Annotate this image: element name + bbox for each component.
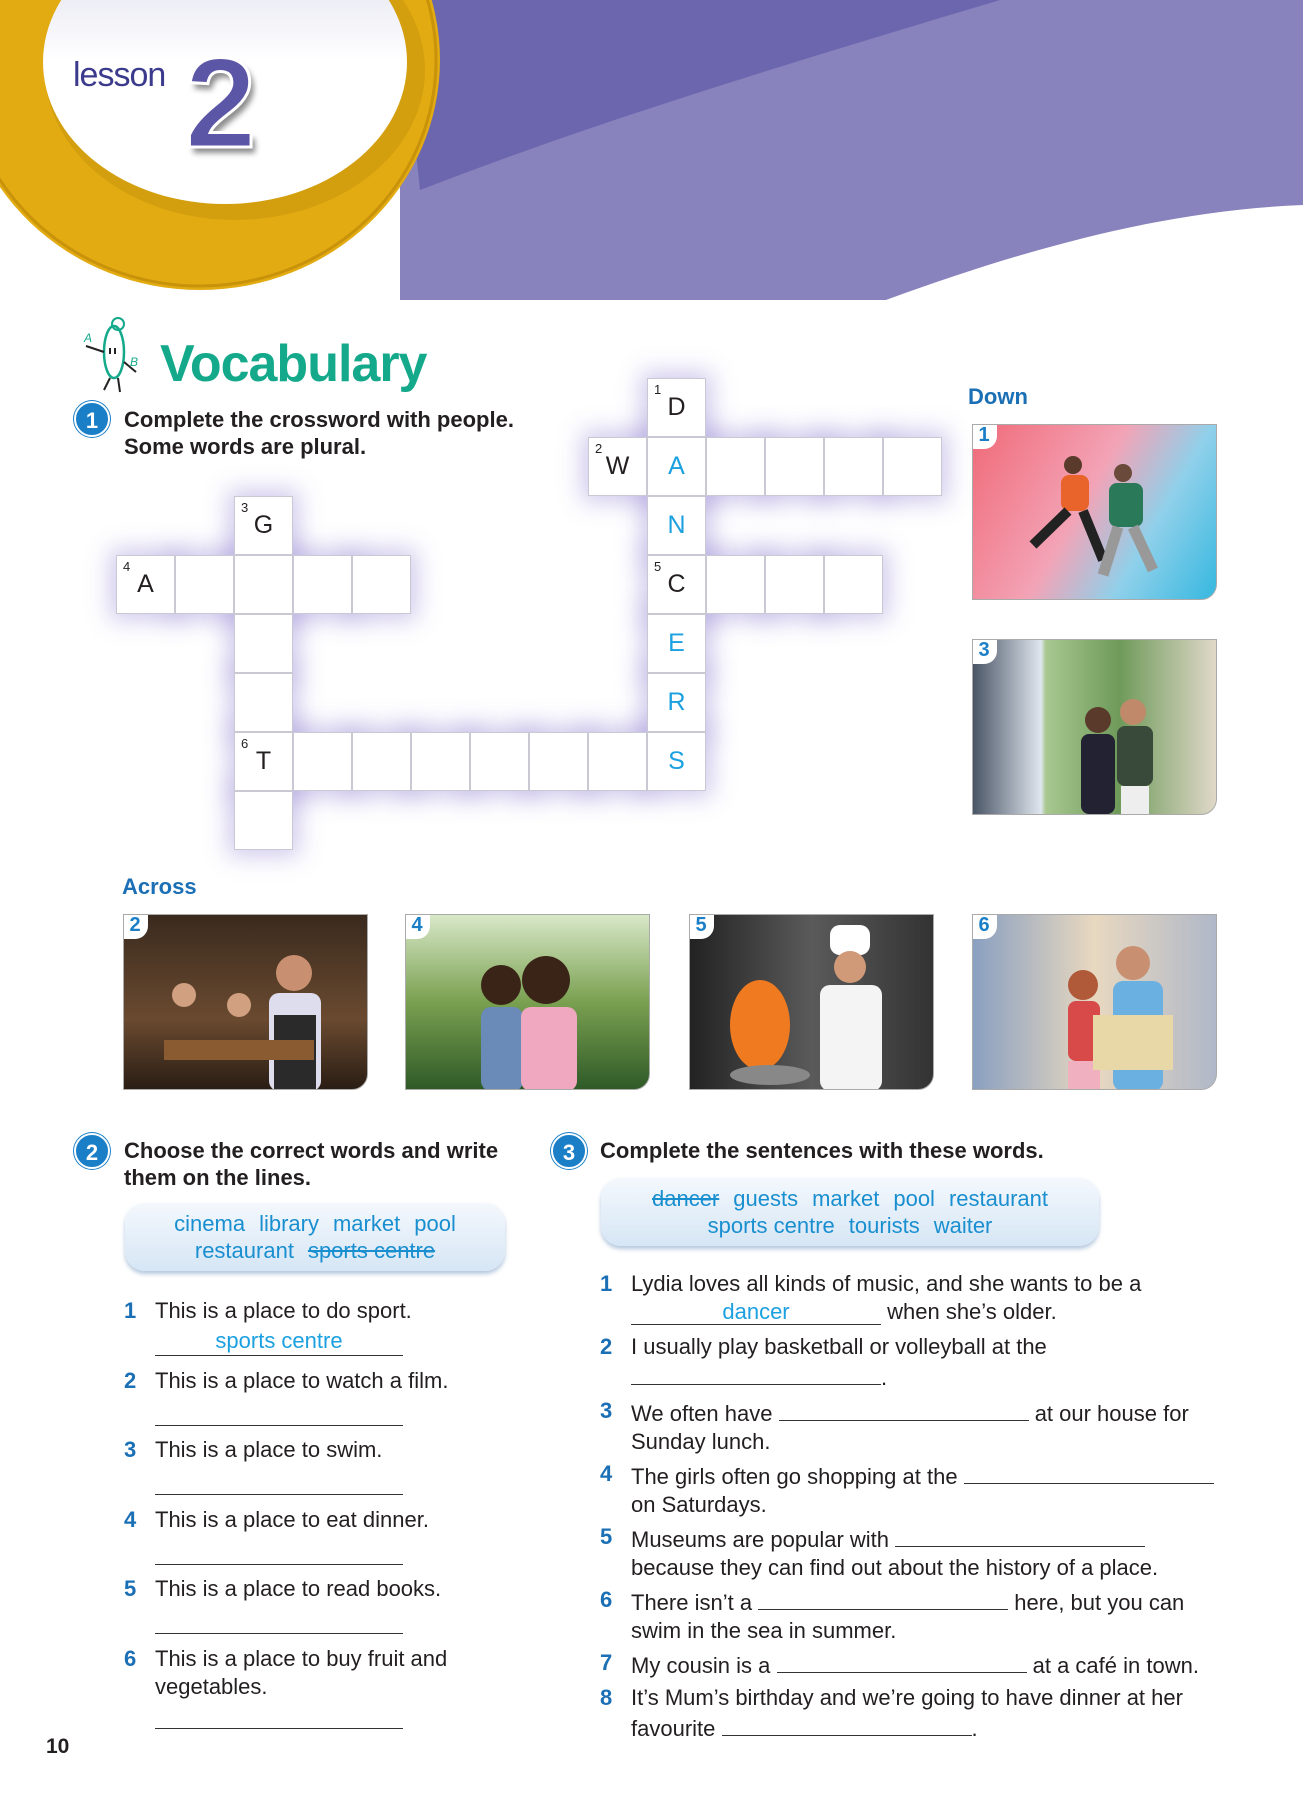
down-label: Down bbox=[968, 384, 1028, 409]
item-number: 5 bbox=[124, 1576, 137, 1601]
answer-blank[interactable] bbox=[631, 1361, 881, 1385]
item-text: The girls often go shopping at the on Saturdays. bbox=[631, 1460, 1214, 1519]
crossword-cell[interactable] bbox=[588, 437, 647, 496]
crossword-cell[interactable] bbox=[588, 732, 647, 791]
exercise-1-number: 1 bbox=[74, 401, 110, 437]
cell-letter: A bbox=[137, 570, 154, 598]
clue-number: 6 bbox=[241, 736, 249, 751]
word-box-word: sports centre bbox=[707, 1213, 835, 1238]
item-text: This is a place to swim. bbox=[155, 1437, 383, 1462]
word-box-word: pool bbox=[893, 1186, 935, 1211]
item-number: 5 bbox=[600, 1524, 613, 1549]
crossword-cell[interactable] bbox=[824, 555, 883, 614]
crossword-cell[interactable] bbox=[529, 732, 588, 791]
crossword-cell[interactable] bbox=[706, 437, 765, 496]
item-text: Museums are popular with because they can find out about the history of a place. bbox=[631, 1523, 1158, 1582]
item-number: 4 bbox=[600, 1461, 613, 1486]
answer-blank[interactable] bbox=[758, 1586, 1008, 1610]
item-text: It’s Mum’s birthday and we’re going to have dinner at her favourite . bbox=[631, 1685, 1183, 1741]
word-box-word: guests bbox=[733, 1186, 799, 1211]
across-photo-6-tourists bbox=[972, 914, 1217, 1090]
across-photo-4-adult bbox=[405, 914, 650, 1090]
crossword-cell[interactable] bbox=[234, 673, 293, 732]
item-number: 1 bbox=[124, 1298, 137, 1323]
item-text: There isn’t a here, but you can swim in the sea in summer. bbox=[631, 1586, 1184, 1645]
item-number: 3 bbox=[600, 1398, 613, 1423]
across-photo-5-chef bbox=[689, 914, 934, 1090]
instruction-line: Choose the correct words and write bbox=[124, 1138, 499, 1163]
item-number: 3 bbox=[124, 1437, 137, 1462]
answer-blank[interactable] bbox=[964, 1460, 1214, 1484]
answer-blank[interactable] bbox=[895, 1523, 1145, 1547]
cell-letter: C bbox=[667, 570, 686, 598]
crossword-cell[interactable] bbox=[765, 437, 824, 496]
instruction-line: Complete the crossword with people. bbox=[124, 407, 514, 432]
cell-letter: N bbox=[667, 511, 686, 539]
item-number: 6 bbox=[124, 1645, 137, 1671]
across-label: Across bbox=[122, 874, 197, 899]
item-number: 6 bbox=[600, 1587, 613, 1612]
item-text: We often have at our house for Sunday lunch. bbox=[631, 1397, 1189, 1456]
crossword-cell[interactable] bbox=[293, 732, 352, 791]
cell-letter: R bbox=[667, 688, 686, 716]
word-box-word: library bbox=[259, 1211, 319, 1236]
clue-number: 3 bbox=[241, 500, 249, 515]
crossword-cell[interactable] bbox=[234, 496, 293, 555]
exercise-3-word-box bbox=[601, 1178, 1099, 1246]
photo-number: 1 bbox=[972, 424, 997, 449]
cell-letter: T bbox=[255, 747, 272, 775]
crossword-cell[interactable] bbox=[647, 614, 706, 673]
exercise-2-instruction bbox=[124, 1137, 498, 1191]
cell-letter: W bbox=[605, 452, 630, 480]
word-box-word: restaurant bbox=[948, 1186, 1048, 1211]
item-number: 4 bbox=[124, 1506, 137, 1532]
instruction-line: Some words are plural. bbox=[124, 434, 367, 459]
exercise-2-number: 2 bbox=[74, 1133, 110, 1169]
crossword-cell[interactable] bbox=[411, 732, 470, 791]
crossword-cell[interactable] bbox=[352, 732, 411, 791]
answer-line[interactable] bbox=[155, 1398, 403, 1426]
answer-line[interactable]: sports centre bbox=[155, 1328, 403, 1356]
item-text: This is a place to watch a film. bbox=[155, 1367, 449, 1393]
svg-text:B: B bbox=[130, 355, 139, 369]
item-number: 2 bbox=[600, 1334, 613, 1359]
word-box-word: dancer bbox=[651, 1186, 720, 1211]
answer-blank[interactable] bbox=[779, 1397, 1029, 1421]
word-box-word: restaurant bbox=[194, 1238, 294, 1263]
crossword-cell[interactable] bbox=[234, 614, 293, 673]
crossword-cell[interactable] bbox=[352, 555, 411, 614]
crossword-cell[interactable] bbox=[883, 437, 942, 496]
answer-line[interactable] bbox=[155, 1701, 403, 1729]
exercise-3-number: 3 bbox=[551, 1133, 587, 1169]
photo-number: 4 bbox=[405, 914, 430, 939]
exercise-3-instruction: Complete the sentences with these words. bbox=[600, 1138, 1044, 1163]
crossword-cell[interactable] bbox=[470, 732, 529, 791]
svg-text:A: A bbox=[84, 331, 93, 345]
answer-line[interactable] bbox=[155, 1467, 403, 1495]
photo-number: 2 bbox=[123, 914, 148, 939]
clue-number: 5 bbox=[654, 559, 662, 574]
crossword-cell[interactable] bbox=[293, 555, 352, 614]
lesson-label: lesson bbox=[73, 56, 166, 94]
crossword-grid bbox=[116, 378, 826, 858]
exercise-2-word-box bbox=[125, 1203, 505, 1271]
word-box-word: cinema bbox=[174, 1211, 246, 1236]
cell-letter: E bbox=[668, 629, 685, 657]
crossword-cell[interactable] bbox=[647, 496, 706, 555]
across-photo-2-waiter bbox=[123, 914, 368, 1090]
clue-number: 4 bbox=[123, 559, 131, 574]
crossword-cell[interactable] bbox=[647, 555, 706, 614]
item-text: This is a place to eat dinner. bbox=[155, 1506, 429, 1532]
item-text: This is a place to read books. bbox=[155, 1576, 442, 1601]
crossword-cell[interactable] bbox=[824, 437, 883, 496]
word-box-word: pool bbox=[414, 1211, 456, 1236]
cell-letter: A bbox=[668, 452, 685, 480]
word-box-word: market bbox=[812, 1186, 880, 1211]
word-box-word: tourists bbox=[848, 1213, 920, 1238]
item-number: 1 bbox=[600, 1271, 613, 1296]
down-photo-3-guests bbox=[972, 639, 1217, 815]
photo-number: 6 bbox=[972, 914, 997, 939]
item-text: This is a place to buy fruit and vegetables. bbox=[155, 1645, 448, 1699]
photo-number: 3 bbox=[972, 639, 997, 664]
instruction-line: them on the lines. bbox=[124, 1165, 312, 1190]
crossword-cell[interactable] bbox=[234, 732, 293, 791]
word-box-word: sports centre bbox=[307, 1238, 436, 1263]
clue-number: 1 bbox=[654, 382, 662, 397]
answer-line[interactable] bbox=[155, 1606, 403, 1634]
item-number: 7 bbox=[600, 1650, 613, 1675]
word-box-word: waiter bbox=[933, 1213, 993, 1238]
crossword-cell[interactable] bbox=[647, 378, 706, 437]
crossword-cell[interactable] bbox=[116, 555, 175, 614]
answer-blank[interactable]: dancer bbox=[631, 1301, 881, 1325]
section-title: Vocabulary bbox=[160, 335, 427, 393]
down-photo-1-dancers bbox=[972, 424, 1217, 600]
item-text: This is a place to do sport. bbox=[155, 1298, 412, 1323]
item-text: I usually play basketball or volleyball at the . bbox=[631, 1334, 1047, 1390]
item-number: 8 bbox=[600, 1685, 613, 1710]
crossword-cell[interactable] bbox=[706, 555, 765, 614]
crossword-cell[interactable] bbox=[765, 555, 824, 614]
page-number: 10 bbox=[46, 1735, 70, 1758]
crossword-cell[interactable] bbox=[175, 555, 234, 614]
cell-letter: S bbox=[668, 747, 685, 775]
answer-blank[interactable] bbox=[777, 1649, 1027, 1673]
answer-blank[interactable] bbox=[722, 1712, 972, 1736]
item-text: My cousin is a at a café in town. bbox=[631, 1649, 1199, 1680]
crossword-cell[interactable] bbox=[647, 673, 706, 732]
cell-letter: D bbox=[667, 393, 686, 421]
photo-number: 5 bbox=[689, 914, 714, 939]
crossword-cell[interactable] bbox=[234, 555, 293, 614]
clue-number: 2 bbox=[595, 441, 603, 456]
item-number: 2 bbox=[124, 1367, 137, 1393]
item-text: Lydia loves all kinds of music, and she wants to be a dancer when she’s older. bbox=[631, 1271, 1142, 1324]
lesson-number: 2 bbox=[185, 32, 257, 175]
cell-letter: G bbox=[253, 511, 274, 539]
word-box-word: market bbox=[332, 1211, 401, 1236]
crossword-cell[interactable] bbox=[647, 437, 706, 496]
crossword-cell[interactable] bbox=[234, 791, 293, 850]
answer-line[interactable] bbox=[155, 1537, 403, 1565]
crossword-cell[interactable] bbox=[647, 732, 706, 791]
